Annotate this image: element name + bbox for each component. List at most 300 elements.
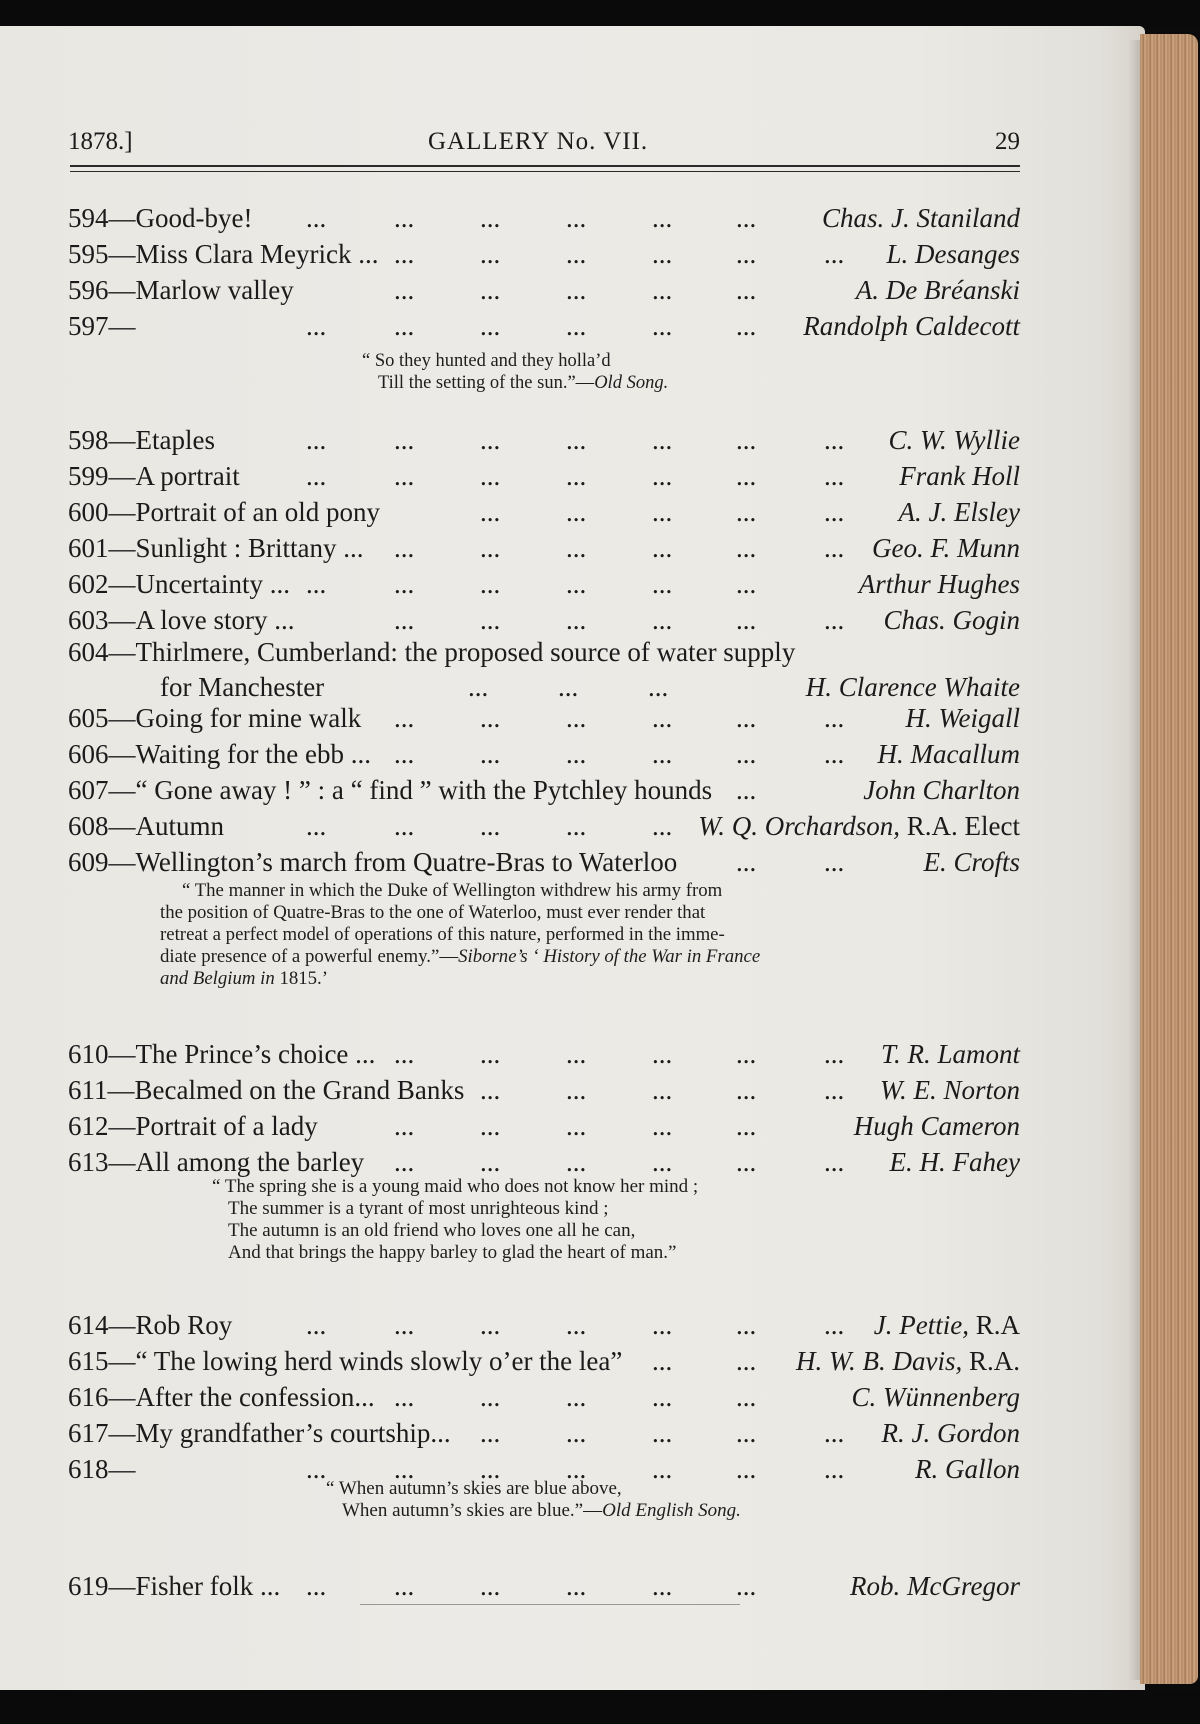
entry-number: 607— xyxy=(68,775,136,805)
leader-dots: ... xyxy=(652,1418,673,1448)
leader-dots: ... xyxy=(480,1571,501,1601)
quote-line xyxy=(160,946,760,968)
leader-dots: ... xyxy=(566,533,587,563)
leader-dots: ... xyxy=(480,425,501,455)
artist-name: H. Macallum xyxy=(877,739,1020,769)
leader-dots: ... xyxy=(824,847,845,877)
entry-number: 611— xyxy=(68,1075,135,1105)
catalogue-entry xyxy=(68,1307,1020,1343)
entry-number: 604— xyxy=(68,637,136,667)
leader-dots: ... xyxy=(566,497,587,527)
leader-dots: ... xyxy=(306,311,327,341)
quote-line xyxy=(362,372,668,394)
entry-number: 606— xyxy=(68,739,136,769)
leader-dots: ... xyxy=(306,1454,327,1484)
leader-dots: ... xyxy=(394,239,415,269)
leader-dots: ... xyxy=(652,1382,673,1412)
quote-source: Old English Song. xyxy=(602,1500,741,1521)
artist-honour: R.A xyxy=(968,1310,1020,1340)
catalogue-entry xyxy=(68,530,1020,566)
scan-bottom-border xyxy=(0,1690,1200,1724)
entry-artist xyxy=(796,1343,1020,1379)
quote-line xyxy=(326,1500,741,1522)
artist-name: Hugh Cameron xyxy=(853,1111,1020,1141)
entry-title: 603—A love story ... xyxy=(68,605,295,635)
entry-artist xyxy=(923,844,1020,880)
entry-artist xyxy=(874,1307,1020,1343)
leader-dots: ... xyxy=(480,605,501,635)
leader-dots: ... xyxy=(566,1310,587,1340)
leader-dots: ... xyxy=(652,239,673,269)
leader-dots: ... xyxy=(652,311,673,341)
catalogue-entry xyxy=(68,236,1020,272)
leader-dots: ... xyxy=(566,1418,587,1448)
entry-artist xyxy=(887,236,1021,272)
entry-title: 607—“ Gone away ! ” : a “ find ” with the Pytchley hounds xyxy=(68,775,713,805)
leader-dots: ... xyxy=(566,239,587,269)
quote-line: “ The spring she is a young maid who does not know her mind ; xyxy=(212,1176,699,1197)
leader-dots: ... xyxy=(652,1454,673,1484)
quote-line: “ The manner in which the Duke of Wellington withdrew his army from xyxy=(182,880,723,901)
leader-dots: ... xyxy=(394,275,415,305)
leader-dots: ... xyxy=(736,1039,757,1069)
entry-artist xyxy=(878,736,1020,772)
leader-dots: ... xyxy=(824,1454,845,1484)
entry-title: 612—Portrait of a lady xyxy=(68,1111,318,1141)
quote-597 xyxy=(362,350,668,394)
leader-dots: ... xyxy=(736,461,757,491)
leader-dots: ... xyxy=(736,203,757,233)
entry-title: 616—After the confession... xyxy=(68,1382,375,1412)
entry-title: 611—Becalmed on the Grand Banks xyxy=(68,1075,465,1105)
artist-name: A. J. Elsley xyxy=(898,497,1020,527)
entry-number: 605— xyxy=(68,703,136,733)
leader-dots: ... xyxy=(306,461,327,491)
quote-line xyxy=(160,968,760,990)
leader-dots: ... xyxy=(736,497,757,527)
leader-dots: ... xyxy=(824,1039,845,1069)
leader-dots: ... xyxy=(394,1310,415,1340)
leader-dots: ... xyxy=(480,1382,501,1412)
catalogue-entry xyxy=(68,200,1020,236)
quote-line: And that brings the happy barley to glad the heart of man.” xyxy=(228,1242,677,1263)
entry-number: 595— xyxy=(68,239,136,269)
entry-artist xyxy=(852,1379,1020,1415)
leader-dots: ... xyxy=(652,533,673,563)
leader-dots: ... xyxy=(480,703,501,733)
entry-artist xyxy=(863,772,1020,808)
leader-dots: ... xyxy=(566,605,587,635)
leader-dots: ... xyxy=(824,497,845,527)
leader-dots: ... xyxy=(566,425,587,455)
artist-name: L. Desanges xyxy=(886,239,1020,269)
entry-number: 617— xyxy=(68,1418,136,1448)
quote-line: retreat a perfect model of operations of this nature, performed in the imme- xyxy=(160,924,725,945)
entry-title: 602—Uncertainty ... xyxy=(68,569,290,599)
quote-source: Siborne’s ‘ History of the War in France xyxy=(458,946,761,967)
leader-dots: ... xyxy=(566,461,587,491)
leader-dots: ... xyxy=(652,605,673,635)
catalogue-entry xyxy=(68,1144,1020,1180)
entry-artist xyxy=(888,422,1020,458)
entry-number: 602— xyxy=(68,569,136,599)
leader-dots: ... xyxy=(558,672,579,702)
leader-dots: ... xyxy=(736,425,757,455)
entry-number: 609— xyxy=(68,847,136,877)
entry-number: 612— xyxy=(68,1111,136,1141)
catalogue-entry xyxy=(68,1568,1020,1604)
leader-dots: ... xyxy=(394,1039,415,1069)
leader-dots: ... xyxy=(566,1039,587,1069)
leader-dots: ... xyxy=(652,1039,673,1069)
quote-text: When autumn’s skies are blue.”— xyxy=(342,1500,603,1521)
artist-name: Randolph Caldecott xyxy=(803,311,1020,341)
artist-name: A. De Bréanski xyxy=(855,275,1020,305)
leader-dots: ... xyxy=(736,703,757,733)
leader-dots: ... xyxy=(736,1147,757,1177)
quote-609 xyxy=(160,880,760,990)
leader-dots: ... xyxy=(652,1111,673,1141)
entry-title: 613—All among the barley xyxy=(68,1147,365,1177)
leader-dots: ... xyxy=(652,811,673,841)
leader-dots: ... xyxy=(652,203,673,233)
leader-dots: ... xyxy=(824,1075,845,1105)
entry-title: 606—Waiting for the ebb ... xyxy=(68,739,372,769)
entry-artist xyxy=(906,700,1021,736)
leader-dots: ... xyxy=(394,311,415,341)
entry-title: 609—Wellington’s march from Quatre-Bras to Waterloo xyxy=(68,847,678,877)
catalogue-entry xyxy=(68,634,1020,670)
leader-dots: ... xyxy=(480,1310,501,1340)
quote-line: The autumn is an old friend who loves one all he can, xyxy=(228,1220,636,1241)
catalogue-entry xyxy=(68,844,1020,880)
entry-artist xyxy=(899,494,1020,530)
leader-dots: ... xyxy=(566,1111,587,1141)
artist-name: R. Gallon xyxy=(915,1454,1020,1484)
leader-dots: ... xyxy=(736,847,757,877)
leader-dots: ... xyxy=(736,1310,757,1340)
leader-dots: ... xyxy=(394,739,415,769)
leader-dots: ... xyxy=(394,1382,415,1412)
artist-name: W. E. Norton xyxy=(879,1075,1020,1105)
leader-dots: ... xyxy=(824,425,845,455)
leader-dots: ... xyxy=(394,203,415,233)
leader-dots: ... xyxy=(736,1111,757,1141)
entry-artist xyxy=(872,530,1020,566)
entry-number: 597— xyxy=(68,311,136,341)
entry-artist xyxy=(880,1072,1020,1108)
leader-dots: ... xyxy=(736,775,757,805)
catalogue-entry xyxy=(68,602,1020,638)
artist-name: T. R. Lamont xyxy=(880,1039,1020,1069)
leader-dots: ... xyxy=(824,1310,845,1340)
entry-artist xyxy=(859,566,1020,602)
leader-dots: ... xyxy=(468,672,489,702)
leader-dots: ... xyxy=(394,461,415,491)
leader-dots: ... xyxy=(480,569,501,599)
catalogue-entry xyxy=(68,422,1020,458)
entry-artist xyxy=(890,1144,1020,1180)
leader-dots: ... xyxy=(480,461,501,491)
leader-dots: ... xyxy=(566,811,587,841)
quote-source: Old Song. xyxy=(594,373,669,393)
leader-dots: ... xyxy=(652,1346,673,1376)
catalogue-entry xyxy=(68,1343,1020,1379)
artist-name: E. Crofts xyxy=(923,847,1020,877)
leader-dots: ... xyxy=(736,1454,757,1484)
leader-dots: ... xyxy=(824,739,845,769)
leader-dots: ... xyxy=(480,275,501,305)
entry-number: 598— xyxy=(68,425,136,455)
artist-name: John Charlton xyxy=(863,775,1020,805)
leader-dots: ... xyxy=(736,1571,757,1601)
entry-number: 610— xyxy=(68,1039,136,1069)
quote-line: the position of Quatre-Bras to the one of Waterloo, must ever render that xyxy=(160,902,706,923)
page-number: 29 xyxy=(995,128,1020,155)
leader-dots: ... xyxy=(566,1075,587,1105)
header-title: GALLERY No. VII. xyxy=(428,128,649,155)
artist-name: Rob. McGregor xyxy=(850,1571,1020,1601)
leader-dots: ... xyxy=(480,1039,501,1069)
leader-dots: ... xyxy=(736,1075,757,1105)
leader-dots: ... xyxy=(824,461,845,491)
leader-dots: ... xyxy=(566,275,587,305)
entry-title: 594—Good-bye! xyxy=(68,203,253,233)
entry-title xyxy=(68,1451,136,1487)
leader-dots: ... xyxy=(480,239,501,269)
entry-artist xyxy=(856,272,1020,308)
leader-dots: ... xyxy=(652,275,673,305)
quote-618 xyxy=(326,1478,741,1522)
catalogue-entry xyxy=(68,566,1020,602)
leader-dots: ... xyxy=(394,1571,415,1601)
entry-number: 613— xyxy=(68,1147,136,1177)
entry-artist xyxy=(882,1415,1020,1451)
leader-dots: ... xyxy=(394,703,415,733)
entry-title: 614—Rob Roy xyxy=(68,1310,233,1340)
leader-dots: ... xyxy=(394,605,415,635)
catalogue-entry xyxy=(68,1415,1020,1451)
leader-dots: ... xyxy=(566,1382,587,1412)
entry-number: 618— xyxy=(68,1454,136,1484)
quote-line: “ So they hunted and they holla’d xyxy=(362,351,611,371)
entry-number: 600— xyxy=(68,497,136,527)
leader-dots: ... xyxy=(480,1075,501,1105)
leader-dots: ... xyxy=(306,569,327,599)
leader-dots: ... xyxy=(394,533,415,563)
entry-title: 604—Thirlmere, Cumberland: the proposed source of water supply xyxy=(68,637,796,667)
entry-artist xyxy=(854,1108,1020,1144)
leader-dots: ... xyxy=(306,203,327,233)
leader-dots: ... xyxy=(824,605,845,635)
entry-number: 599— xyxy=(68,461,136,491)
artist-name: H. W. B. Davis, xyxy=(795,1346,963,1376)
artist-name: H. Weigall xyxy=(905,703,1020,733)
entry-artist xyxy=(881,1036,1020,1072)
header-year: 1878.] xyxy=(68,128,133,155)
quote-line: The summer is a tyrant of most unrighteous kind ; xyxy=(228,1198,609,1219)
catalogue-entry xyxy=(68,808,1020,844)
leader-dots: ... xyxy=(394,1147,415,1177)
artist-name: C. Wünnenberg xyxy=(851,1382,1020,1412)
leader-dots: ... xyxy=(652,1075,673,1105)
leader-dots: ... xyxy=(480,497,501,527)
catalogue-entry xyxy=(68,736,1020,772)
leader-dots: ... xyxy=(394,1454,415,1484)
entry-artist xyxy=(883,602,1020,638)
entry-title-continued: for Manchester xyxy=(160,672,325,702)
leader-dots: ... xyxy=(394,811,415,841)
leader-dots: ... xyxy=(736,1382,757,1412)
entry-artist xyxy=(698,808,1020,844)
leader-dots: ... xyxy=(736,605,757,635)
entry-title: 615—“ The lowing herd winds slowly o’er the lea” xyxy=(68,1346,623,1376)
catalogue-entry xyxy=(68,458,1020,494)
entry-artist xyxy=(803,308,1020,344)
quote-source: and Belgium in xyxy=(160,968,275,989)
leader-dots: ... xyxy=(480,1418,501,1448)
end-rule xyxy=(360,1604,740,1605)
quote-source-year: 1815.’ xyxy=(274,968,328,989)
leader-dots: ... xyxy=(736,275,757,305)
catalogue-entry xyxy=(68,772,1020,808)
artist-name: C. W. Wyllie xyxy=(888,425,1020,455)
leader-dots: ... xyxy=(480,739,501,769)
leader-dots: ... xyxy=(394,569,415,599)
artist-honour: R.A. xyxy=(962,1346,1020,1376)
leader-dots: ... xyxy=(566,1454,587,1484)
leader-dots: ... xyxy=(648,672,669,702)
leader-dots: ... xyxy=(480,1111,501,1141)
artist-name: W. Q. Orchardson, xyxy=(698,811,901,841)
entry-artist xyxy=(899,458,1020,494)
leader-dots: ... xyxy=(480,203,501,233)
leader-dots: ... xyxy=(824,533,845,563)
catalogue-entry xyxy=(68,494,1020,530)
entry-number: 603— xyxy=(68,605,136,635)
quote-text: diate presence of a powerful enemy.”— xyxy=(160,946,459,967)
leader-dots: ... xyxy=(566,203,587,233)
leader-dots: ... xyxy=(824,239,845,269)
entry-number: 615— xyxy=(68,1346,136,1376)
artist-name: J. Pettie, xyxy=(873,1310,969,1340)
leader-dots: ... xyxy=(480,533,501,563)
catalogue-entry xyxy=(68,272,1020,308)
quote-line: “ When autumn’s skies are blue above, xyxy=(326,1478,622,1499)
leader-dots: ... xyxy=(394,425,415,455)
catalogue-entry xyxy=(68,1108,1020,1144)
entry-title xyxy=(68,308,136,344)
artist-name: R. J. Gordon xyxy=(881,1418,1020,1448)
entry-number: 619— xyxy=(68,1571,136,1601)
leader-dots: ... xyxy=(566,703,587,733)
leader-dots: ... xyxy=(652,425,673,455)
artist-name: Geo. F. Munn xyxy=(872,533,1020,563)
leader-dots: ... xyxy=(306,1571,327,1601)
artist-name: Chas. J. Staniland xyxy=(821,203,1020,233)
artist-name: E. H. Fahey xyxy=(889,1147,1020,1177)
entry-title: 617—My grandfather’s courtship... xyxy=(68,1418,451,1448)
leader-dots: ... xyxy=(480,1454,501,1484)
entry-title: 601—Sunlight : Brittany ... xyxy=(68,533,364,563)
leader-dots: ... xyxy=(652,497,673,527)
catalogue-entry xyxy=(68,1379,1020,1415)
leader-dots: ... xyxy=(480,811,501,841)
artist-name: Frank Holl xyxy=(899,461,1020,491)
leader-dots: ... xyxy=(736,569,757,599)
leader-dots: ... xyxy=(306,811,327,841)
leader-dots: ... xyxy=(652,1310,673,1340)
entry-number: 616— xyxy=(68,1382,136,1412)
entry-number: 608— xyxy=(68,811,136,841)
leader-dots: ... xyxy=(736,239,757,269)
entry-title: 605—Going for mine walk xyxy=(68,703,362,733)
artist-honour: R.A. Elect xyxy=(900,811,1020,841)
leader-dots: ... xyxy=(566,569,587,599)
entry-number: 596— xyxy=(68,275,136,305)
leader-dots: ... xyxy=(736,1346,757,1376)
leader-dots: ... xyxy=(824,1418,845,1448)
leader-dots: ... xyxy=(480,1147,501,1177)
entry-number: 601— xyxy=(68,533,136,563)
entry-title: 608—Autumn xyxy=(68,811,225,841)
entry-artist xyxy=(850,1568,1020,1604)
leader-dots: ... xyxy=(566,311,587,341)
leader-dots: ... xyxy=(566,1571,587,1601)
leader-dots: ... xyxy=(652,461,673,491)
leader-dots: ... xyxy=(566,1147,587,1177)
entry-title: 600—Portrait of an old pony xyxy=(68,497,380,527)
entry-number: 594— xyxy=(68,203,136,233)
artist-name: H. Clarence Whaite xyxy=(805,672,1020,702)
leader-dots: ... xyxy=(824,1147,845,1177)
leader-dots: ... xyxy=(480,311,501,341)
catalogue-entry xyxy=(68,308,1020,344)
leader-dots: ... xyxy=(652,739,673,769)
leader-dots: ... xyxy=(652,1571,673,1601)
catalogue-entry xyxy=(68,1036,1020,1072)
leader-dots: ... xyxy=(306,1310,327,1340)
catalogue-entry xyxy=(68,1072,1020,1108)
entry-artist xyxy=(915,1451,1020,1487)
catalogue-entry xyxy=(68,700,1020,736)
entry-title: 619—Fisher folk ... xyxy=(68,1571,281,1601)
entry-title: 596—Marlow valley xyxy=(68,275,294,305)
entry-artist xyxy=(822,200,1020,236)
quote-text: Till the setting of the sun.”— xyxy=(378,373,595,393)
leader-dots: ... xyxy=(736,311,757,341)
leader-dots: ... xyxy=(736,533,757,563)
leader-dots: ... xyxy=(824,703,845,733)
leader-dots: ... xyxy=(652,703,673,733)
leader-dots: ... xyxy=(652,1147,673,1177)
artist-name: Chas. Gogin xyxy=(883,605,1020,635)
leader-dots: ... xyxy=(736,739,757,769)
artist-name: Arthur Hughes xyxy=(858,569,1020,599)
leader-dots: ... xyxy=(394,1111,415,1141)
entry-title: 598—Etaples xyxy=(68,425,215,455)
leader-dots: ... xyxy=(306,425,327,455)
entry-title: 595—Miss Clara Meyrick ... xyxy=(68,239,379,269)
entry-title: 610—The Prince’s choice ... xyxy=(68,1039,376,1069)
leader-dots: ... xyxy=(736,1418,757,1448)
page-edges xyxy=(1140,34,1198,1684)
quote-613 xyxy=(212,1176,698,1264)
leader-dots: ... xyxy=(566,739,587,769)
leader-dots: ... xyxy=(652,569,673,599)
entry-number: 614— xyxy=(68,1310,136,1340)
entry-title: 599—A portrait xyxy=(68,461,240,491)
